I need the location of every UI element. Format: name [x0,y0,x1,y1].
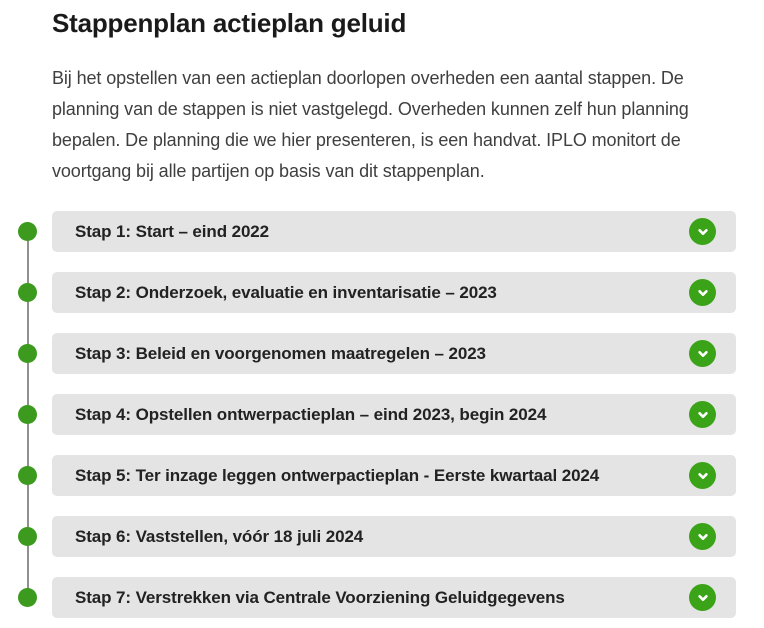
accordion-step-6[interactable] [52,516,736,557]
accordion-step-4[interactable] [52,394,736,435]
step-label: Stap 3: Beleid en voorgenomen maatregelen – 2023 [75,343,486,363]
chevron-down-icon[interactable] [689,218,716,245]
accordion-step-3[interactable] [52,333,736,374]
chevron-down-icon[interactable] [689,401,716,428]
page-title: Stappenplan actieplan geluid [52,8,407,38]
accordion-step-7[interactable] [52,577,736,618]
step-label: Stap 7: Verstrekken via Centrale Voorziening Geluidgegevens [75,587,565,607]
timeline-dot [18,588,37,607]
timeline-dot [18,466,37,485]
step-label: Stap 4: Opstellen ontwerpactieplan – eind 2023, begin 2024 [75,404,547,424]
step-label: Stap 6: Vaststellen, vóór 18 juli 2024 [75,526,364,546]
step-row [0,211,736,252]
step-row [0,333,736,374]
timeline-dot [18,344,37,363]
chevron-down-icon[interactable] [689,340,716,367]
step-label: Stap 5: Ter inzage leggen ontwerpactieplan - Eerste kwartaal 2024 [75,465,600,485]
intro-paragraph: Bij het opstellen van een actieplan doorlopen overheden een aantal stappen. De planning van de stappen is niet vastgelegd. Overheden kunnen zelf hun planning bepalen. De planning die we hier presenteren, is een handvat. IPLO monitort de voortgang bij alle partijen op basis van dit stappenplan. [52,68,689,182]
step-label: Stap 1: Start – eind 2022 [75,221,270,241]
timeline-dot [18,283,37,302]
chevron-down-icon[interactable] [689,462,716,489]
step-row [0,272,736,313]
accordion-step-5[interactable] [52,455,736,496]
step-row [0,577,736,618]
chevron-down-icon[interactable] [689,279,716,306]
steps-timeline [0,211,750,618]
chevron-down-icon[interactable] [689,584,716,611]
step-row [0,394,736,435]
step-row [0,516,736,557]
timeline-dot [18,405,37,424]
accordion-step-2[interactable] [52,272,736,313]
timeline-dot [18,222,37,241]
step-label: Stap 2: Onderzoek, evaluatie en inventarisatie – 2023 [75,282,497,302]
step-row [0,455,736,496]
timeline-dot [18,527,37,546]
chevron-down-icon[interactable] [689,523,716,550]
accordion-step-1[interactable] [52,211,736,252]
